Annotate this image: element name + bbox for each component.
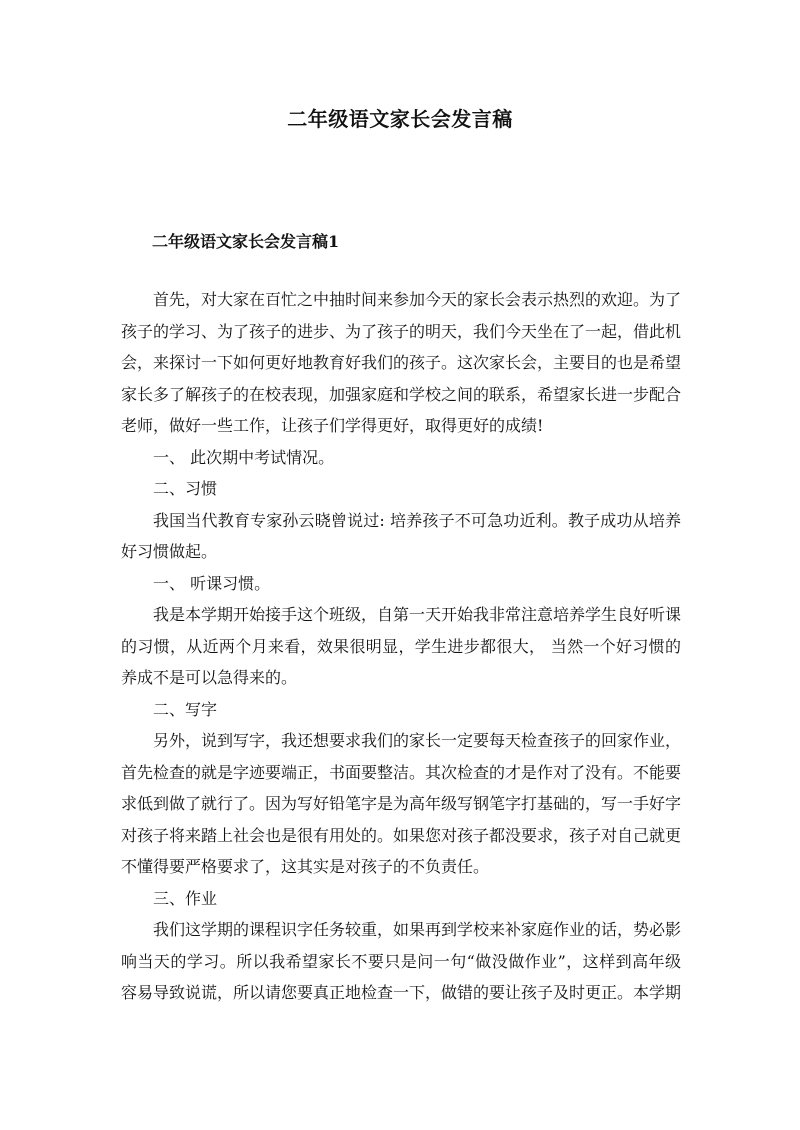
heading-listening-habit: 一、 听课习惯。	[153, 573, 271, 593]
heading-exam-situation: 一、 此次期中考试情况。	[153, 447, 335, 467]
document-body	[121, 284, 681, 1009]
heading-writing: 二、写字	[153, 699, 218, 719]
paragraph-habits-quote: 我国当代教育专家孙云晓曾说过: 培养孩子不可急功近利。教子成功从培养好习惯做起。	[121, 510, 681, 561]
heading-homework: 三、作业	[153, 888, 218, 908]
paragraph-listening-habit: 我是本学期开始接手这个班级，自第一天开始我非常注意培养学生良好听课的习惯，从近两个月来看，效果很明显，学生进步都很大， 当然一个好习惯的养成不是可以急得来的。	[121, 605, 682, 687]
paragraph-welcome: 首先，对大家在百忙之中抽时间来参加今天的家长会表示热烈的欢迎。为了孩子的学习、为了孩子的进步、为了孩子的明天，我们今天坐在了一起，借此机会，来探讨一下如何更好地教育好我们的孩子。这次家长会，主要目的也是希望家长多了解孩子的在校表现，加强家庭和学校之间的联系，希望家长进一步配合老师，做好一些工作，让孩子们学得更好，取得更好的成绩!	[121, 290, 682, 435]
paragraph-writing: 另外，说到写字，我还想要求我们的家长一定要每天检查孩子的回家作业，首先检查的就是字迹要端正，书面要整洁。其次检查的才是作对了没有。不能要求低到做了就行了。因为写好铅笔字是为高年级写钢笔字打基础的，写一手好字对孩子将来踏上社会也是很有用处的。如果您对孩子都没要求，孩子对自己就更不懂得要严格要求了，这其实是对孩子的不负责任。	[121, 731, 682, 876]
paragraph-homework: 我们这学期的课程识字任务较重，如果再到学校来补家庭作业的话，势必影响当天的学习。所以我希望家长不要只是问一句“做没做作业”，这样到高年级容易导致说谎，所以请您要真正地检查一下，做错的要让孩子及时更正。本学期	[121, 920, 682, 1002]
heading-habits: 二、习惯	[153, 479, 218, 498]
document-title: 二年级语文家长会发言稿	[287, 107, 513, 131]
section-title: 二年级语文家长会发言稿1	[152, 232, 340, 251]
